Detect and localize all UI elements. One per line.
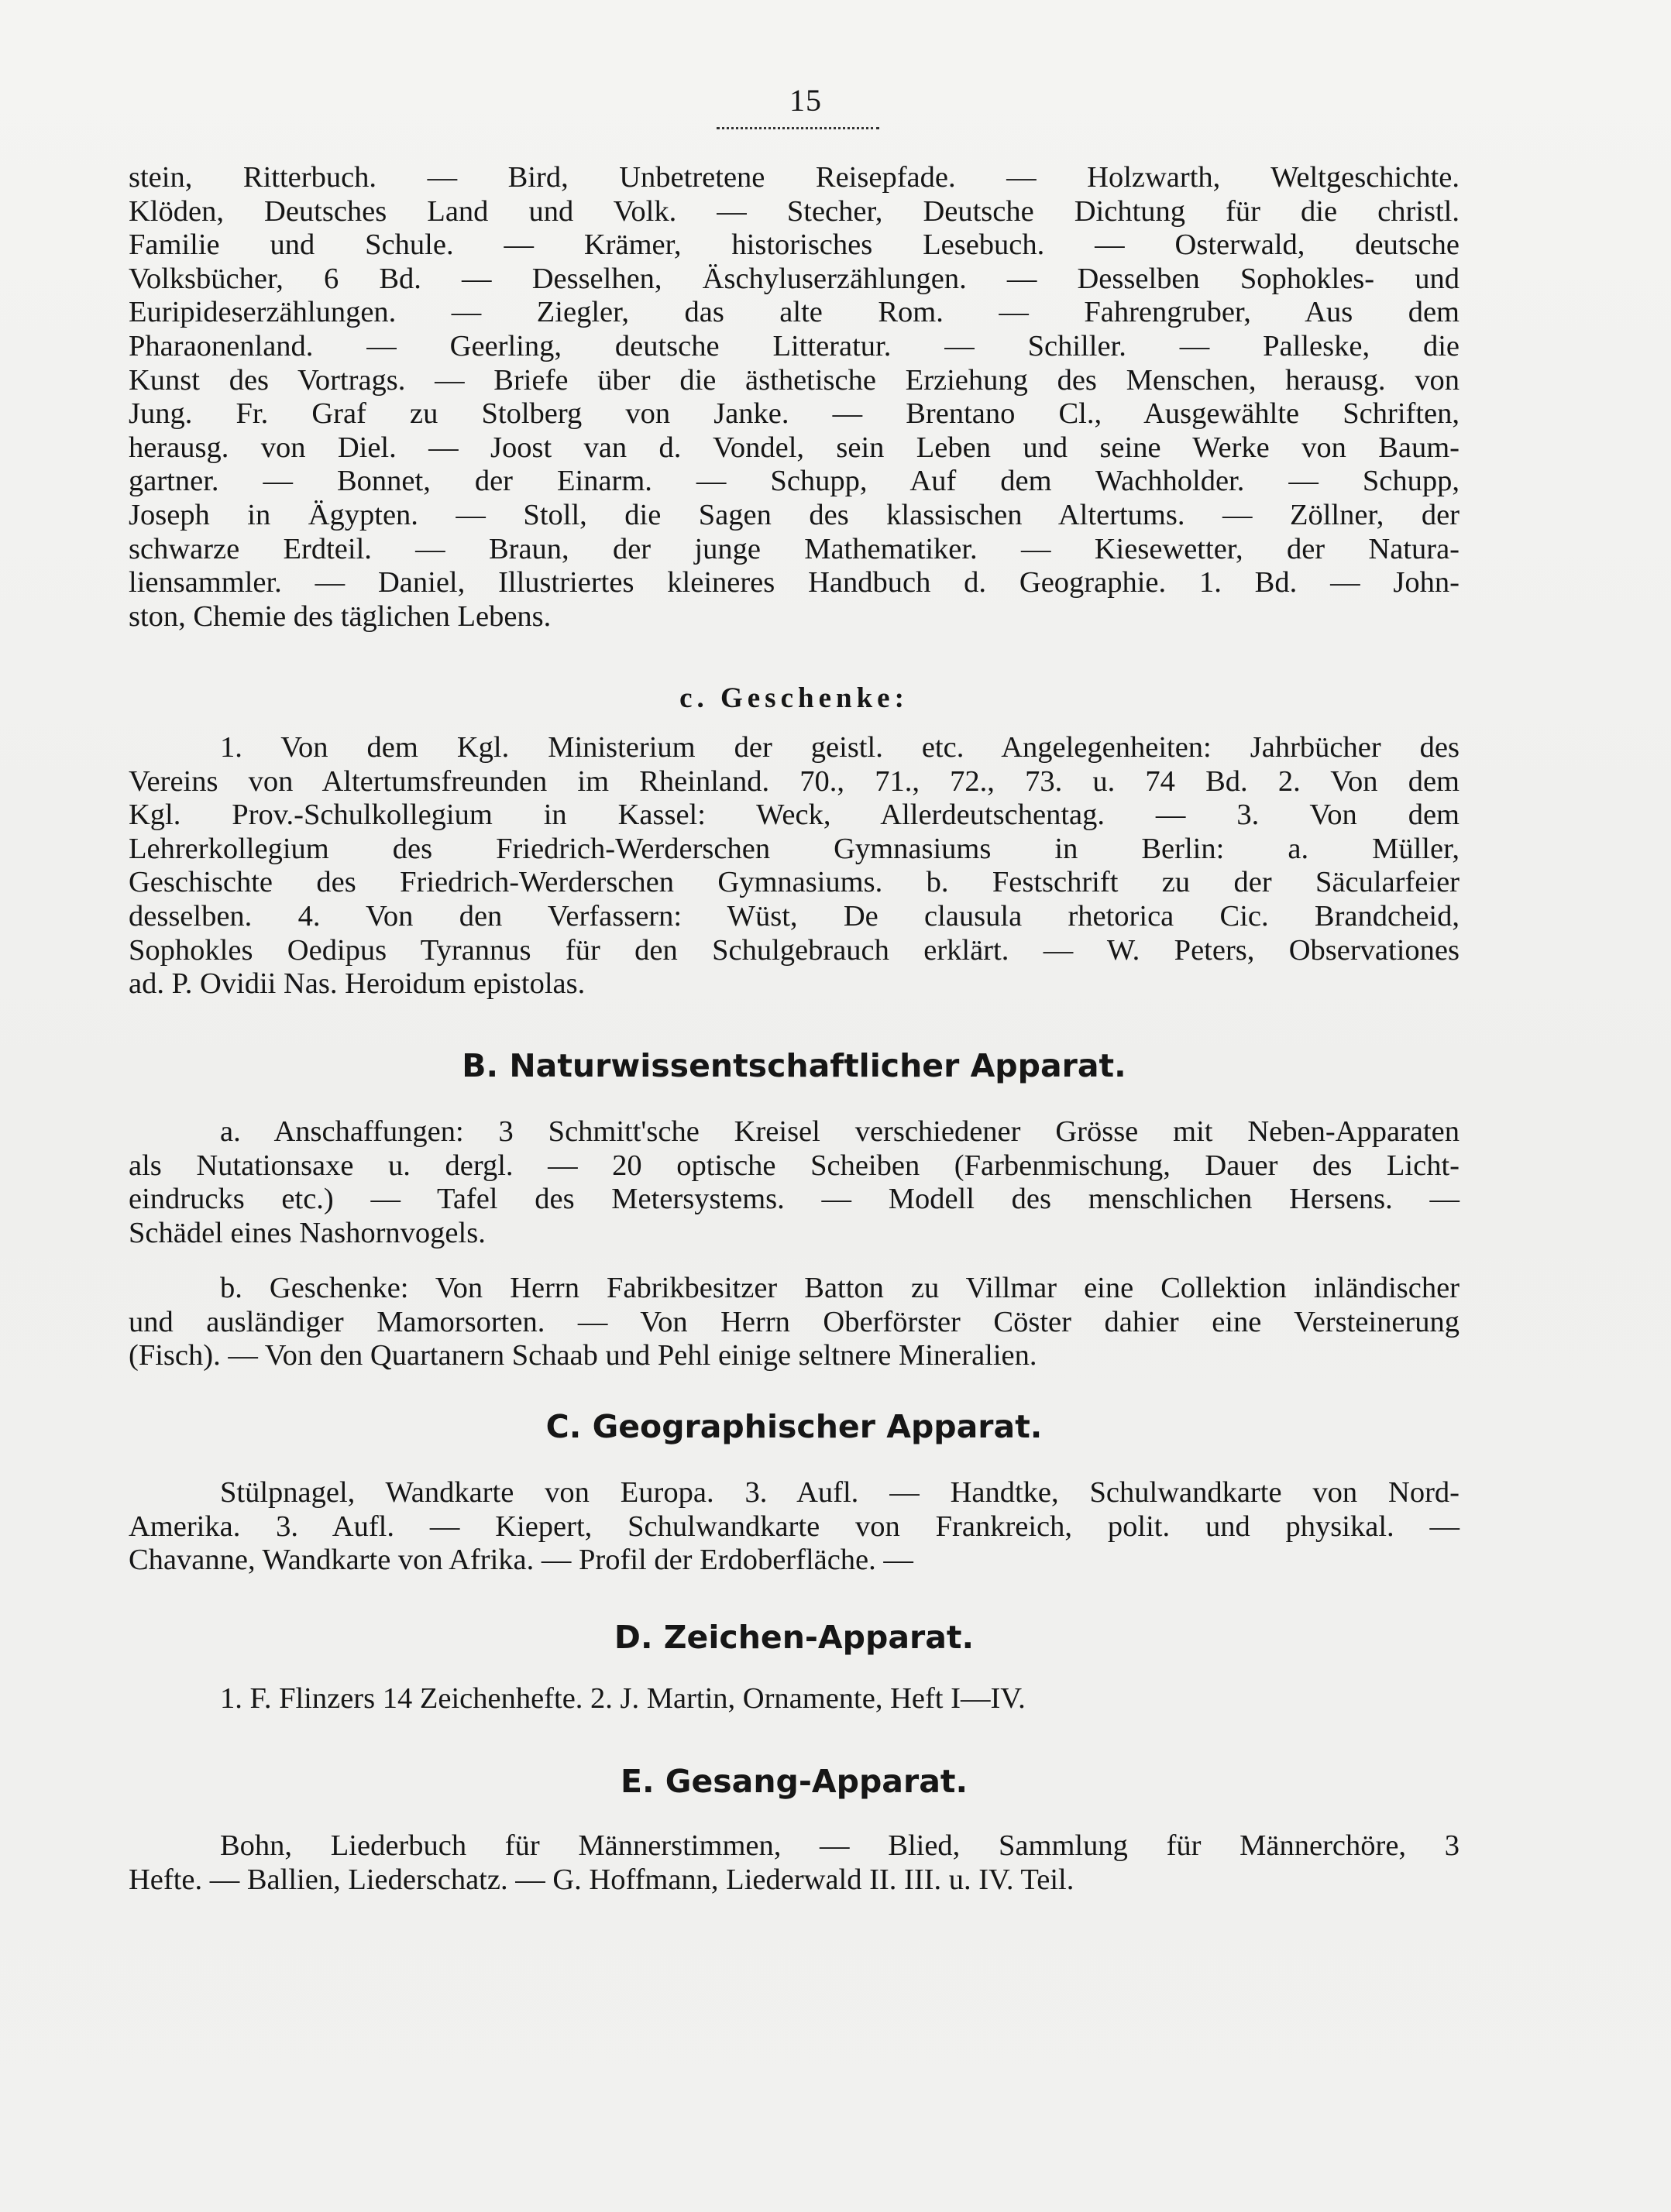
text-line: Vereins von Altertumsfreunden im Rheinland. 70., 71., 72., 73. u. 74 Bd. 2. Von dem [129,764,1460,798]
text-line: Kunst des Vortrags. — Briefe über die ästhetische Erziehung des Menschen, herausg. von [129,363,1460,397]
text-line: Chavanne, Wandkarte von Afrika. — Profil der Erdoberfläche. — [129,1544,913,1577]
text-line: desselben. 4. Von den Verfassern: Wüst, De clausula rhetorica Cic. Brandcheid, [129,899,1460,933]
heading-d-zeichen-apparat: D. Zeichen-Apparat. [614,1619,975,1656]
heading-e-gesang-apparat: E. Gesang-Apparat. [620,1763,968,1800]
text-line: Amerika. 3. Aufl. — Kiepert, Schulwandkarte von Frankreich, polit. und physikal. — [129,1510,1460,1543]
text-line: 1. Von dem Kgl. Ministerium der geistl. etc. Angelegenheiten: Jahrbücher des [220,731,1460,764]
section-b-geschenke [129,1272,1460,1373]
section-c-geographischer-apparat [129,1476,1460,1578]
page-number: 15 [789,83,822,118]
text-line: liensammler. — Daniel, Illustriertes kleineres Handbuch d. Geographie. 1. Bd. — John- [129,566,1460,599]
text-line: Joseph in Ägypten. — Stoll, die Sagen des klassischen Altertums. — Zöllner, der [129,498,1460,531]
text-line: a. Anschaffungen: 3 Schmitt'sche Kreisel verschiedener Grösse mit Neben-Apparaten [220,1115,1460,1148]
text-line: Jung. Fr. Graf zu Stolberg von Janke. — Brentano Cl., Ausgewählte Schriften, [129,397,1460,431]
text-line: Familie und Schule. — Krämer, historisches Lesebuch. — Osterwald, deutsche [129,228,1460,262]
heading-b-naturwissenschaftlicher-apparat: B. Naturwissentschaftlicher Apparat. [462,1047,1126,1084]
text-line: Klöden, Deutsches Land und Volk. — Stecher, Deutsche Dichtung für die christl. [129,194,1460,228]
section-d-zeichen-apparat [129,1682,1460,1716]
text-line: eindrucks etc.) — Tafel des Metersystems. — Modell des menschlichen Hersens. — [129,1183,1460,1216]
section-c-geschenke [129,731,1460,1001]
text-line: Euripideserzählungen. — Ziegler, das alte Rom. — Fahrengruber, Aus dem [129,296,1460,329]
section-a-continued [129,161,1460,634]
text-line: als Nutationsaxe u. dergl. — 20 optische Scheiben (Farbenmischung, Dauer des Licht- [129,1149,1460,1182]
text-line: Stülpnagel, Wandkarte von Europa. 3. Aufl. — Handtke, Schulwandkarte von Nord- [220,1476,1460,1509]
text-line: Geschischte des Friedrich-Werderschen Gymnasiums. b. Festschrift zu der Säcularfeier [129,866,1460,899]
text-line: und ausländiger Mamorsorten. — Von Herrn Oberförster Cöster dahier eine Versteinerung [129,1305,1460,1338]
text-line: herausg. von Diel. — Joost van d. Vondel, sein Leben und seine Werke von Baum- [129,431,1460,464]
text-line: Lehrerkollegium des Friedrich-Werderschen Gymnasiums in Berlin: a. Müller, [129,832,1460,865]
text-line: ston, Chemie des täglichen Lebens. [129,599,552,633]
text-line: 1. F. Flinzers 14 Zeichenhefte. 2. J. Martin, Ornamente, Heft I—IV. [220,1682,1026,1715]
text-line: Sophokles Oedipus Tyrannus für den Schulgebrauch erklärt. — W. Peters, Observationes [129,933,1460,967]
text-line: stein, Ritterbuch. — Bird, Unbetretene Reisepfade. — Holzwarth, Weltgeschichte. [129,161,1460,194]
text-line: Schädel eines Nashornvogels. [129,1216,486,1249]
text-line: Volksbücher, 6 Bd. — Desselhen, Äschyluserzählungen. — Desselben Sophokles- und [129,262,1460,295]
text-line: Bohn, Liederbuch für Männerstimmen, — Blied, Sammlung für Männerchöre, 3 [220,1829,1460,1862]
page-number-ornament [717,121,879,129]
text-line: (Fisch). — Von den Quartanern Schaab und Pehl einige seltnere Mineralien. [129,1339,1037,1372]
section-e-gesang-apparat [129,1829,1460,1897]
text-line: Kgl. Prov.-Schulkollegium in Kassel: Weck, Allerdeutschentag. — 3. Von dem [129,799,1460,832]
heading-c-geschenke: c. Geschenke: [679,682,909,714]
text-line: gartner. — Bonnet, der Einarm. — Schupp, Auf dem Wachholder. — Schupp, [129,465,1460,498]
text-line: b. Geschenke: Von Herrn Fabrikbesitzer Batton zu Villmar eine Collektion inländischer [220,1272,1460,1304]
section-b-anschaffungen [129,1115,1460,1250]
text-line: ad. P. Ovidii Nas. Heroidum epistolas. [129,967,586,1001]
text-line: schwarze Erdteil. — Braun, der junge Mathematiker. — Kiesewetter, der Natura- [129,532,1460,565]
text-line: Pharaonenland. — Geerling, deutsche Litteratur. — Schiller. — Palleske, die [129,329,1460,362]
text-line: Hefte. — Ballien, Liederschatz. — G. Hoffmann, Liederwald II. III. u. IV. Teil. [129,1863,1074,1896]
heading-c-geographischer-apparat: C. Geographischer Apparat. [545,1408,1043,1445]
